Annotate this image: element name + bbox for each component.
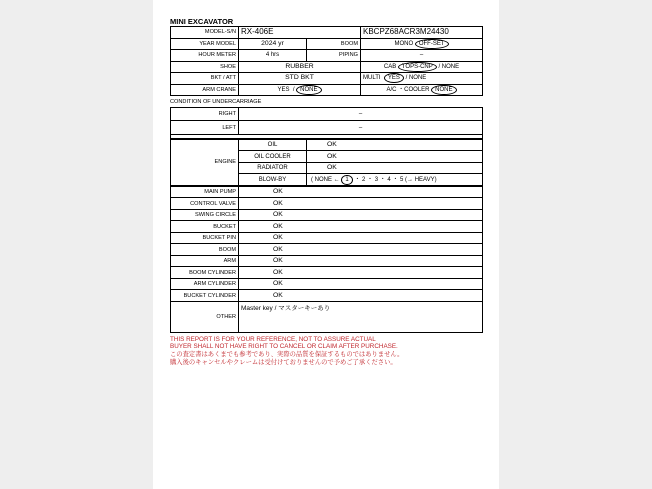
undercarriage-left-row <box>171 121 483 134</box>
bkt-row <box>171 73 483 85</box>
disclaimer-line: 購入後のキャンセルやクレームは受付けておりませんので予めご了承ください。 <box>170 358 397 366</box>
component-row <box>171 209 483 221</box>
component-label: BUCKET <box>171 221 239 233</box>
shoe-row <box>171 61 483 73</box>
arm-crane-value <box>239 84 361 96</box>
header-table <box>170 26 483 96</box>
blowby-scale <box>307 174 483 186</box>
model-label: MODEL-S/N <box>171 27 239 39</box>
right-value: – <box>239 108 483 121</box>
model-value: RX-406E <box>239 27 361 39</box>
shoe-label: SHOE <box>171 61 239 73</box>
right-label: RIGHT <box>171 108 239 121</box>
oil-cooler-label: OIL COOLER <box>239 151 307 163</box>
other-label: OTHER <box>171 301 239 332</box>
component-row <box>171 278 483 290</box>
oil-cooler-value: OK <box>307 151 483 163</box>
component-value: OK <box>239 290 483 302</box>
multi-separator: / <box>405 75 408 82</box>
blowby-selected-circled: 1 <box>341 175 352 185</box>
bkt-value: STD BKT <box>239 73 361 85</box>
spacer-row <box>171 134 483 138</box>
bkt-label: BKT / ATT <box>171 73 239 85</box>
undercarriage-right-row <box>171 108 483 121</box>
disclaimer <box>170 336 482 366</box>
cab-separator: / <box>438 63 441 70</box>
model-row <box>171 27 483 39</box>
boom-label: BOOM <box>307 38 361 50</box>
arm-crane-row <box>171 84 483 96</box>
serial-value: KBCPZ68ACR3M24430 <box>361 27 483 39</box>
blowby-start: ( NONE ← <box>311 176 340 183</box>
component-value: OK <box>239 232 483 244</box>
component-row <box>171 244 483 256</box>
oil-value: OK <box>307 139 483 151</box>
component-row <box>171 267 483 279</box>
component-value: OK <box>239 221 483 233</box>
multi-none: NONE <box>408 75 427 82</box>
component-row <box>171 255 483 267</box>
components-table <box>170 186 483 333</box>
component-label: BOOM CYLINDER <box>171 267 239 279</box>
multi-label: MULTI <box>363 75 381 82</box>
arm-crane-yes: YES <box>277 86 290 93</box>
condition-table <box>170 139 483 186</box>
left-value: – <box>239 121 483 134</box>
component-value: OK <box>239 255 483 267</box>
blowby-label: BLOW-BY <box>239 174 307 186</box>
piping-value: – <box>361 50 483 62</box>
other-row <box>171 301 483 332</box>
component-value: OK <box>239 278 483 290</box>
multi-yes-circled: YES <box>384 73 404 83</box>
component-label: CONTROL VALVE <box>171 198 239 210</box>
multi-cell <box>361 73 483 85</box>
year-value: 2024 yr <box>239 38 307 50</box>
undercarriage-section-title: CONDITION OF UNDERCARRIAGE <box>170 99 262 105</box>
component-value: OK <box>239 198 483 210</box>
component-row <box>171 221 483 233</box>
component-value: OK <box>239 186 483 198</box>
engine-label: ENGINE <box>171 139 239 185</box>
component-row <box>171 198 483 210</box>
boom-mono: MONO <box>394 40 414 47</box>
hour-row <box>171 50 483 62</box>
radiator-value: OK <box>307 162 483 174</box>
disclaimer-line: この査定書はあくまでも参考であり、実際の品質を保証するものではありません。 <box>170 350 404 358</box>
arm-crane-none-circled: NONE <box>296 85 321 95</box>
disclaimer-line: THIS REPORT IS FOR YOUR REFERENCE, NOT TO ASSURE ACTUAL <box>170 335 376 343</box>
oil-label: OIL <box>239 139 307 151</box>
component-label: MAIN PUMP <box>171 186 239 198</box>
blowby-rest: ・ 2 ・ 3 ・ 4 ・ 5 (→ HEAVY) <box>354 176 437 183</box>
cab-cell <box>361 61 483 73</box>
year-label: YEAR MODEL <box>171 38 239 50</box>
left-label: LEFT <box>171 121 239 134</box>
cab-label: CAB <box>383 63 397 70</box>
ac-none-circled: NONE <box>431 85 456 95</box>
other-value: Master key / マスターキーあり <box>239 301 483 332</box>
inspection-report <box>170 17 482 366</box>
arm-crane-separator: / <box>292 86 295 93</box>
ac-label: A/C ・COOLER <box>386 86 430 93</box>
year-row <box>171 38 483 50</box>
report-title: MINI EXCAVATOR <box>170 17 234 26</box>
component-value: OK <box>239 209 483 221</box>
piping-label: PIPING <box>307 50 361 62</box>
arm-crane-label: ARM CRANE <box>171 84 239 96</box>
component-label: SWING CIRCLE <box>171 209 239 221</box>
cab-none: NONE <box>441 63 460 70</box>
component-label: ARM <box>171 255 239 267</box>
hour-label: HOUR METER <box>171 50 239 62</box>
shoe-value: RUBBER <box>239 61 361 73</box>
component-row <box>171 186 483 198</box>
document-page <box>153 0 499 489</box>
component-label: BOOM <box>171 244 239 256</box>
component-label: ARM CYLINDER <box>171 278 239 290</box>
component-value: OK <box>239 267 483 279</box>
undercarriage-table <box>170 107 483 139</box>
boom-value <box>361 38 483 50</box>
component-label: BUCKET PIN <box>171 232 239 244</box>
ac-cell <box>361 84 483 96</box>
component-row <box>171 290 483 302</box>
engine-oil-row <box>171 139 483 151</box>
hour-value: 4 hrs <box>239 50 307 62</box>
component-row <box>171 232 483 244</box>
component-label: BUCKET CYLINDER <box>171 290 239 302</box>
component-value: OK <box>239 244 483 256</box>
boom-offset-circled: OFF-SET <box>415 39 449 49</box>
disclaimer-line: BUYER SHALL NOT HAVE RIGHT TO CANCEL OR CLAIM AFTER PURCHASE. <box>170 343 398 351</box>
radiator-label: RADIATOR <box>239 162 307 174</box>
cab-selected-circled: TOPS-CNP <box>398 62 437 72</box>
